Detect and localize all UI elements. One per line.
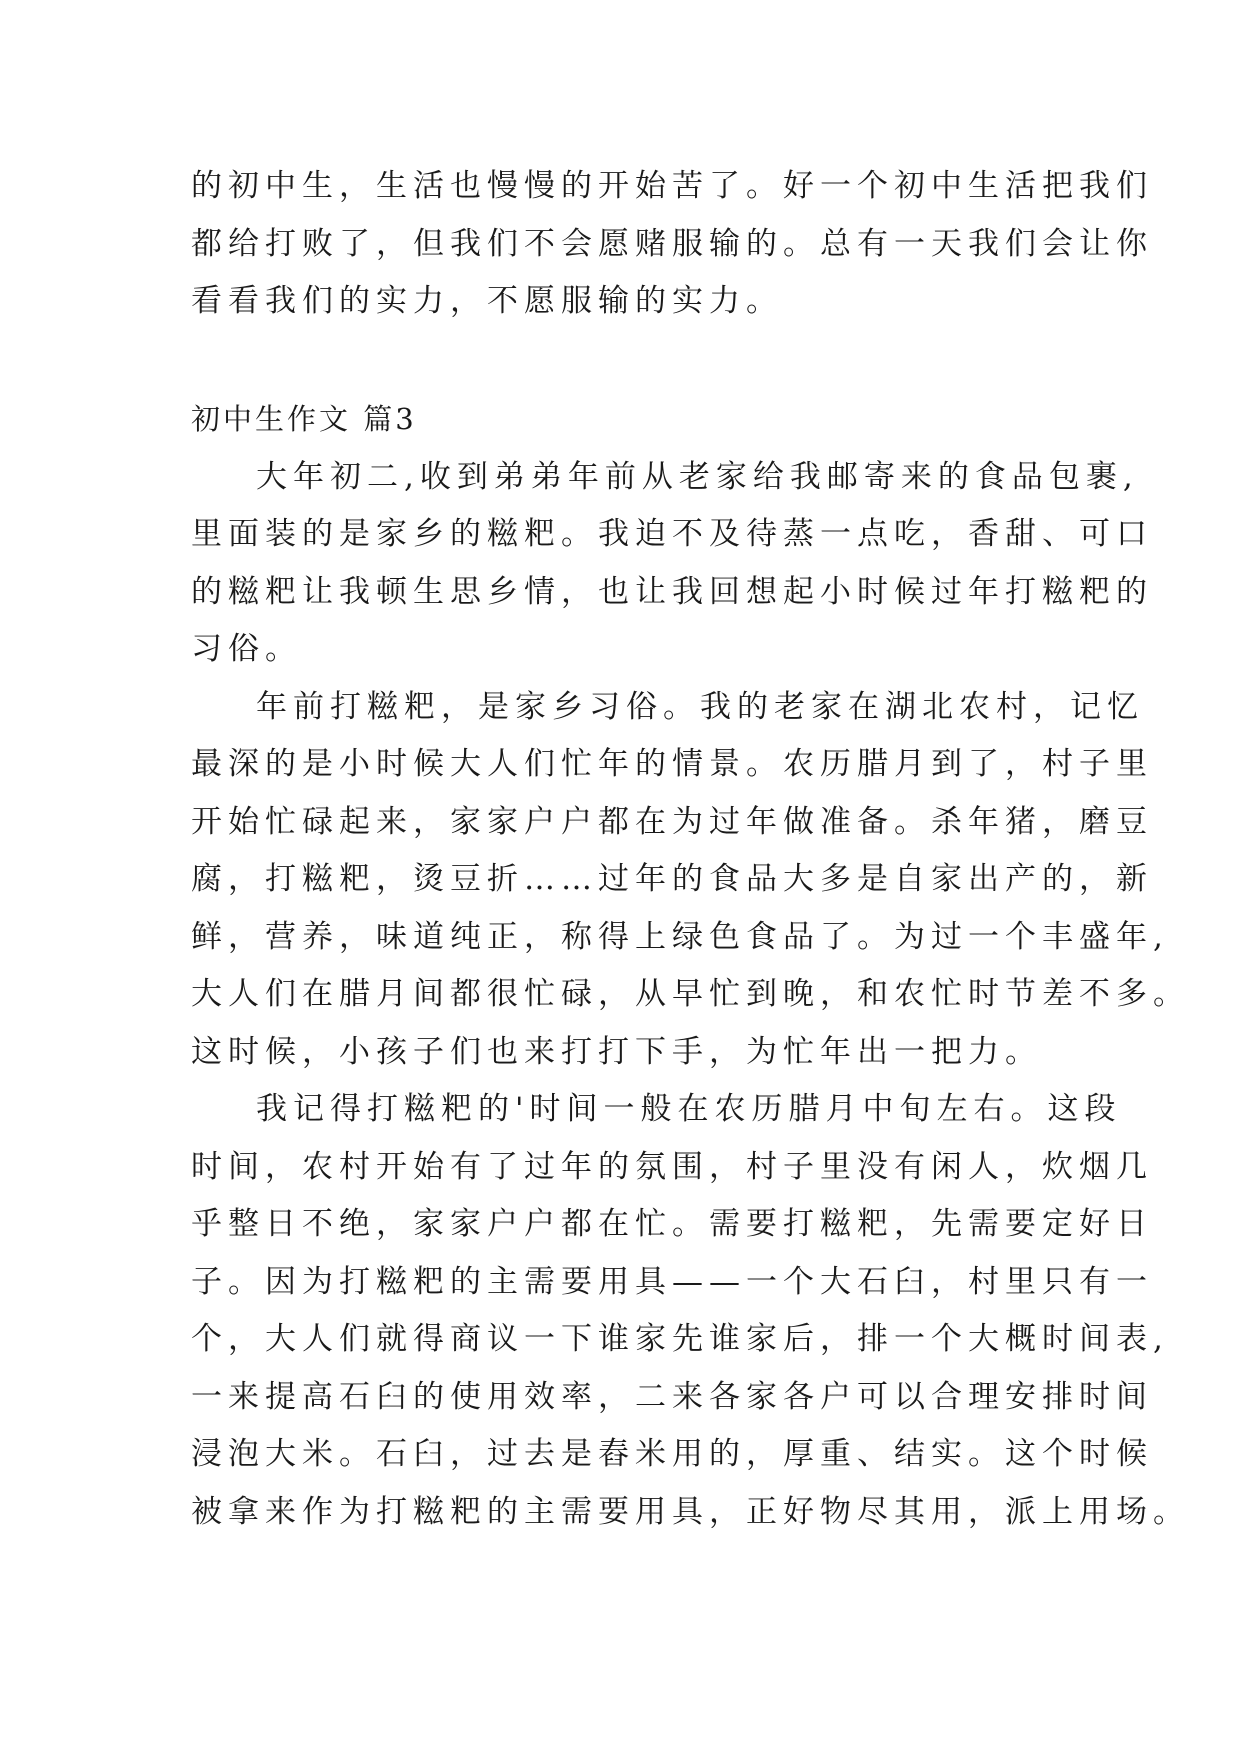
intro-line-1: 的初中生，生活也慢慢的开始苦了。好一个初中生活把我们 (191, 168, 1153, 204)
paragraph-line: 乎整日不绝，家家户户都在忙。需要打糍粑，先需要定好日 (191, 1206, 1153, 1242)
paragraph-line: 一来提高石臼的使用效率，二来各家各户可以合理安排时间 (191, 1379, 1153, 1415)
paragraph-line: 大人们在腊月间都很忙碌，从早忙到晚，和农忙时节差不多。 (191, 976, 1190, 1012)
paragraph-line: 我记得打糍粑的'时间一般在农历腊月中旬左右。这段 (256, 1091, 1122, 1127)
paragraph-line: 鲜，营养，味道纯正，称得上绿色食品了。为过一个丰盛年, (191, 919, 1169, 955)
paragraph-line: 的糍粑让我顿生思乡情，也让我回想起小时候过年打糍粑的 (191, 574, 1153, 610)
paragraph-line: 时间，农村开始有了过年的氛围，村子里没有闲人，炊烟几 (191, 1149, 1153, 1185)
intro-line-2: 都给打败了，但我们不会愿赌服输的。总有一天我们会让你 (191, 226, 1153, 262)
paragraph-line: 里面装的是家乡的糍粑。我迫不及待蒸一点吃，香甜、可口 (191, 516, 1153, 552)
paragraph-line: 腐，打糍粑，烫豆折……过年的食品大多是自家出产的，新 (191, 861, 1153, 897)
paragraph-line: 子。因为打糍粑的主需要用具——一个大石臼，村里只有一 (191, 1264, 1153, 1300)
paragraph-line: 开始忙碌起来，家家户户都在为过年做准备。杀年猪，磨豆 (191, 804, 1153, 840)
paragraph-line: 这时候，小孩子们也来打打下手，为忙年出一把力。 (191, 1034, 1042, 1070)
paragraph-line: 习俗。 (191, 631, 302, 667)
paragraph-line: 年前打糍粑，是家乡习俗。我的老家在湖北农村，记忆 (256, 689, 1144, 725)
paragraph-line: 被拿来作为打糍粑的主需要用具，正好物尽其用，派上用场。 (191, 1494, 1190, 1530)
section-heading: 初中生作文 篇3 (191, 402, 417, 436)
intro-line-3: 看看我们的实力，不愿服输的实力。 (191, 283, 783, 319)
paragraph-line: 个，大人们就得商议一下谁家先谁家后，排一个大概时间表, (191, 1321, 1169, 1357)
paragraph-line: 大年初二,收到弟弟年前从老家给我邮寄来的食品包裹, (256, 459, 1139, 495)
paragraph-line: 最深的是小时候大人们忙年的情景。农历腊月到了，村子里 (191, 746, 1153, 782)
paragraph-line: 浸泡大米。石臼，过去是舂米用的，厚重、结实。这个时候 (191, 1436, 1153, 1472)
